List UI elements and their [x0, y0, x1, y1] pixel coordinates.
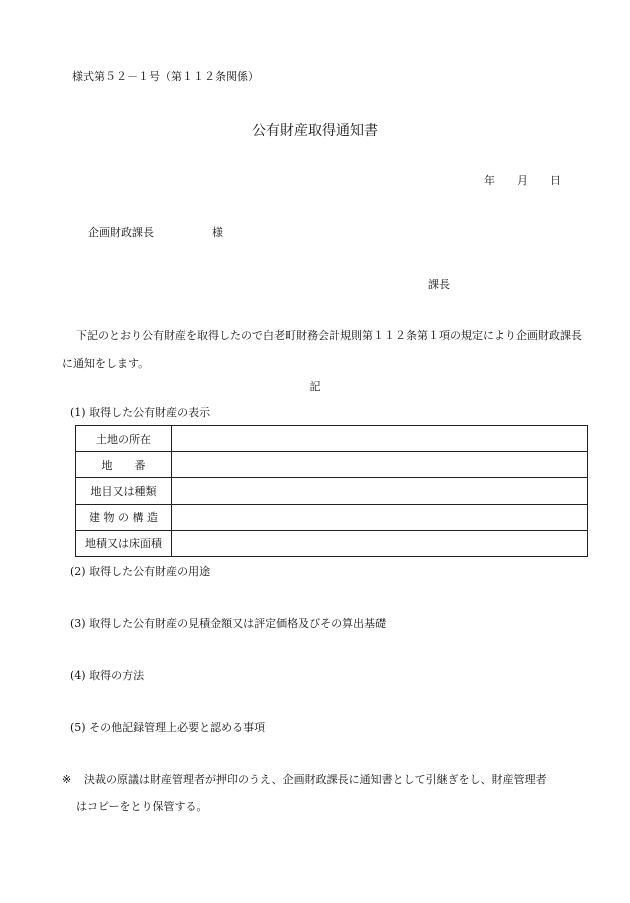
document-title: 公有財産取得通知書: [252, 123, 378, 139]
section-4-label: (4) 取得の方法: [70, 669, 145, 682]
date-month: 月: [517, 174, 528, 187]
row-value: [172, 504, 588, 530]
ki-label: 記: [309, 380, 321, 393]
row-label: 地積又は床面積: [76, 530, 172, 556]
section-1-label: (1) 取得した公有財産の表示: [70, 406, 211, 419]
row-label: 地 番: [76, 452, 172, 478]
table-row: [76, 530, 588, 556]
body-paragraph: 下記のとおり公有財産を取得したので白老町財務会計規則第１１２条第１項の規定により企画財政課長に通知をします。: [62, 329, 582, 370]
row-label: 建 物 の 構 造: [76, 504, 172, 530]
table-row: [76, 452, 588, 478]
row-value: [172, 530, 588, 556]
table-row: [76, 426, 588, 452]
note-mark: ※: [62, 773, 72, 786]
addressee: [88, 224, 223, 240]
note-text-1: 決裁の原議は財産管理者が押印のうえ、企画財政課長に通知書として引継ぎをし、財産管理者: [84, 773, 547, 786]
note-line-1: [62, 771, 547, 787]
row-value: [172, 478, 588, 504]
date-year: 年: [484, 174, 495, 187]
row-value: [172, 426, 588, 452]
table-row: [76, 504, 588, 530]
date-line: [484, 172, 561, 188]
row-label: 地目又は種類: [76, 478, 172, 504]
section-2-label: (2) 取得した公有財産の用途: [70, 565, 211, 578]
table-row: [76, 478, 588, 504]
form-number: 様式第５２－１号（第１１２条関係）: [72, 70, 259, 83]
addressee-title: 企画財政課長: [88, 226, 154, 239]
date-day: 日: [550, 174, 561, 187]
sender: 課長: [428, 278, 450, 291]
row-label: 土地の所在: [76, 426, 172, 452]
addressee-honorific: 様: [212, 226, 223, 239]
section-5-label: (5) その他記録管理上必要と認める事項: [70, 721, 266, 734]
property-table: [75, 425, 588, 557]
note-line-2: はコピーをとり保管する。: [76, 800, 208, 813]
section-3-label: (3) 取得した公有財産の見積金額又は評定価格及びその算出基礎: [70, 617, 387, 630]
row-value: [172, 452, 588, 478]
